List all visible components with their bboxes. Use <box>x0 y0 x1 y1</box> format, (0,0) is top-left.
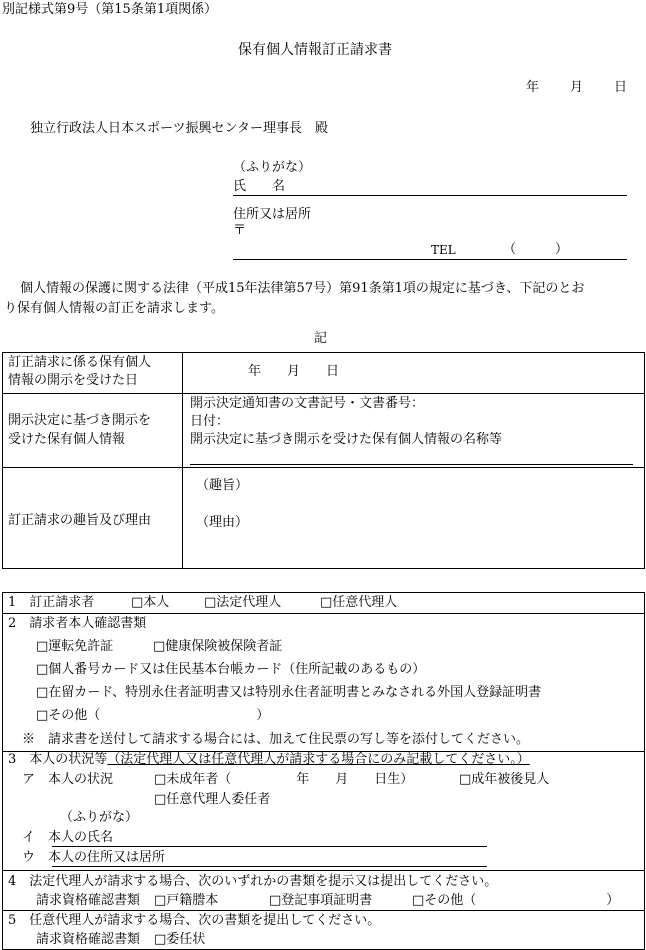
section4-label: 4 法定代理人が請求する場合、次のいずれかの書類を提示又は提出してください。 <box>8 874 498 889</box>
row1-disclosure-date[interactable]: 年 月 日 <box>248 364 340 379</box>
principal-address-line[interactable] <box>52 866 487 867</box>
doc-power-of-attorney-checkbox[interactable]: □委任状 <box>154 932 206 947</box>
form-number: 別記様式第9号（第15条第1項関係） <box>2 2 218 17</box>
ki-label: 記 <box>314 331 328 346</box>
page-title: 保有個人情報訂正請求書 <box>238 42 392 58</box>
date-day-label: 日 <box>614 80 628 95</box>
section3-label-num: 3 本人の状況等 <box>8 752 108 767</box>
doc-other-checkbox[interactable]: □その他（ ） <box>412 893 620 908</box>
doc-family-register-checkbox[interactable]: □戸籍謄本 <box>154 893 219 908</box>
row2-info-name[interactable]: 開示決定に基づき開示を受けた保有個人情報の名称等 <box>190 432 503 447</box>
row2-label-2: 受けた保有個人情報 <box>8 432 126 447</box>
row2-label-1: 開示決定に基づき開示を <box>8 413 152 428</box>
date-year-label: 年 <box>526 80 540 95</box>
tel-parens: （ ） <box>503 242 569 257</box>
row2-info-name-line <box>190 464 633 465</box>
row3-label: 訂正請求の趣旨及び理由 <box>8 513 152 528</box>
section5-label: 5 任意代理人が請求する場合、次の書類を提出してください。 <box>8 913 381 928</box>
date-month-label: 月 <box>570 80 584 95</box>
row1-label-1: 訂正請求に係る保有個人 <box>8 355 152 370</box>
addressee: 独立行政法人日本スポーツ振興センター理事長 殿 <box>30 121 328 136</box>
row3-purpose[interactable]: （趣旨） <box>196 478 249 493</box>
section3-a-label: ア 本人の状況 <box>22 772 114 787</box>
section5-docs-label: 請求資格確認書類 <box>36 932 141 947</box>
applicant-name-label: 氏 名 <box>233 179 286 194</box>
row1-label-2: 情報の開示を受けた日 <box>8 373 139 388</box>
applicant-furigana-label: （ふりがな） <box>233 160 312 175</box>
tel-label: TEL <box>431 243 456 257</box>
id-residence-card-checkbox[interactable]: □在留カード、特別永住者証明書又は特別永住者証明書とみなされる外国人登録証明書 <box>36 685 542 700</box>
section3-i-marker: イ <box>22 830 49 845</box>
row3-reason[interactable]: （理由） <box>196 515 249 530</box>
requester-voluntary-agent-checkbox[interactable]: □任意代理人 <box>320 595 398 610</box>
requester-legal-agent-checkbox[interactable]: □法定代理人 <box>204 595 282 610</box>
intro-line-2: り保有個人情報の訂正を請求します。 <box>4 301 224 316</box>
principal-name-line[interactable] <box>52 846 487 847</box>
section3-i-label <box>22 830 113 846</box>
intro-line-1: 個人情報の保護に関する法律（平成15年法律第57号）第91条第1項の規定に基づき、下記のとお <box>20 281 585 296</box>
applicant-address-label: 住所又は居所 <box>233 207 312 222</box>
applicant-name-line[interactable] <box>233 195 627 196</box>
doc-registry-certificate-checkbox[interactable]: □登記事項証明書 <box>269 893 373 908</box>
id-drivers-license-checkbox[interactable]: □運転免許証 <box>36 639 114 654</box>
id-mynumber-card-checkbox[interactable]: □個人番号カード又は住民基本台帳カード（住所記載のあるもの） <box>36 662 426 677</box>
status-minor-checkbox[interactable]: □未成年者（ 年 月 日生） <box>154 772 414 787</box>
section3-u-label <box>22 850 165 866</box>
row2-doc-number[interactable]: 開示決定通知書の文書記号・文書番号： <box>190 396 425 411</box>
section3-label-condition: （法定代理人又は任意代理人が請求する場合にのみ記載してください。） <box>107 752 530 767</box>
principal-name-label: 本人の氏名 <box>48 830 114 845</box>
principal-address-label: 本人の住所又は居所 <box>48 850 166 865</box>
section3-u-marker: ウ <box>22 850 49 865</box>
section2-note: ※ 請求書を送付して請求する場合には、加えて住民票の写し等を添付してください。 <box>22 732 530 747</box>
section4-docs-label: 請求資格確認書類 <box>36 893 141 908</box>
applicant-address-line[interactable] <box>233 259 627 260</box>
row2-date[interactable]: 日付： <box>190 414 230 429</box>
requester-self-checkbox[interactable]: □本人 <box>131 595 170 610</box>
section1-label: 1 訂正請求者 <box>8 595 95 610</box>
id-health-insurance-checkbox[interactable]: □健康保険被保険者証 <box>153 639 283 654</box>
status-voluntary-principal-checkbox[interactable]: □任意代理人委任者 <box>154 792 271 807</box>
section2-label: 2 請求者本人確認書類 <box>8 616 147 631</box>
id-other-checkbox[interactable]: □その他（ ） <box>36 708 270 723</box>
postal-mark: 〒 <box>233 223 247 238</box>
section3-furigana-label: （ふりがな） <box>60 810 139 825</box>
section3-label <box>8 752 530 768</box>
status-adult-ward-checkbox[interactable]: □成年被後見人 <box>459 772 550 787</box>
